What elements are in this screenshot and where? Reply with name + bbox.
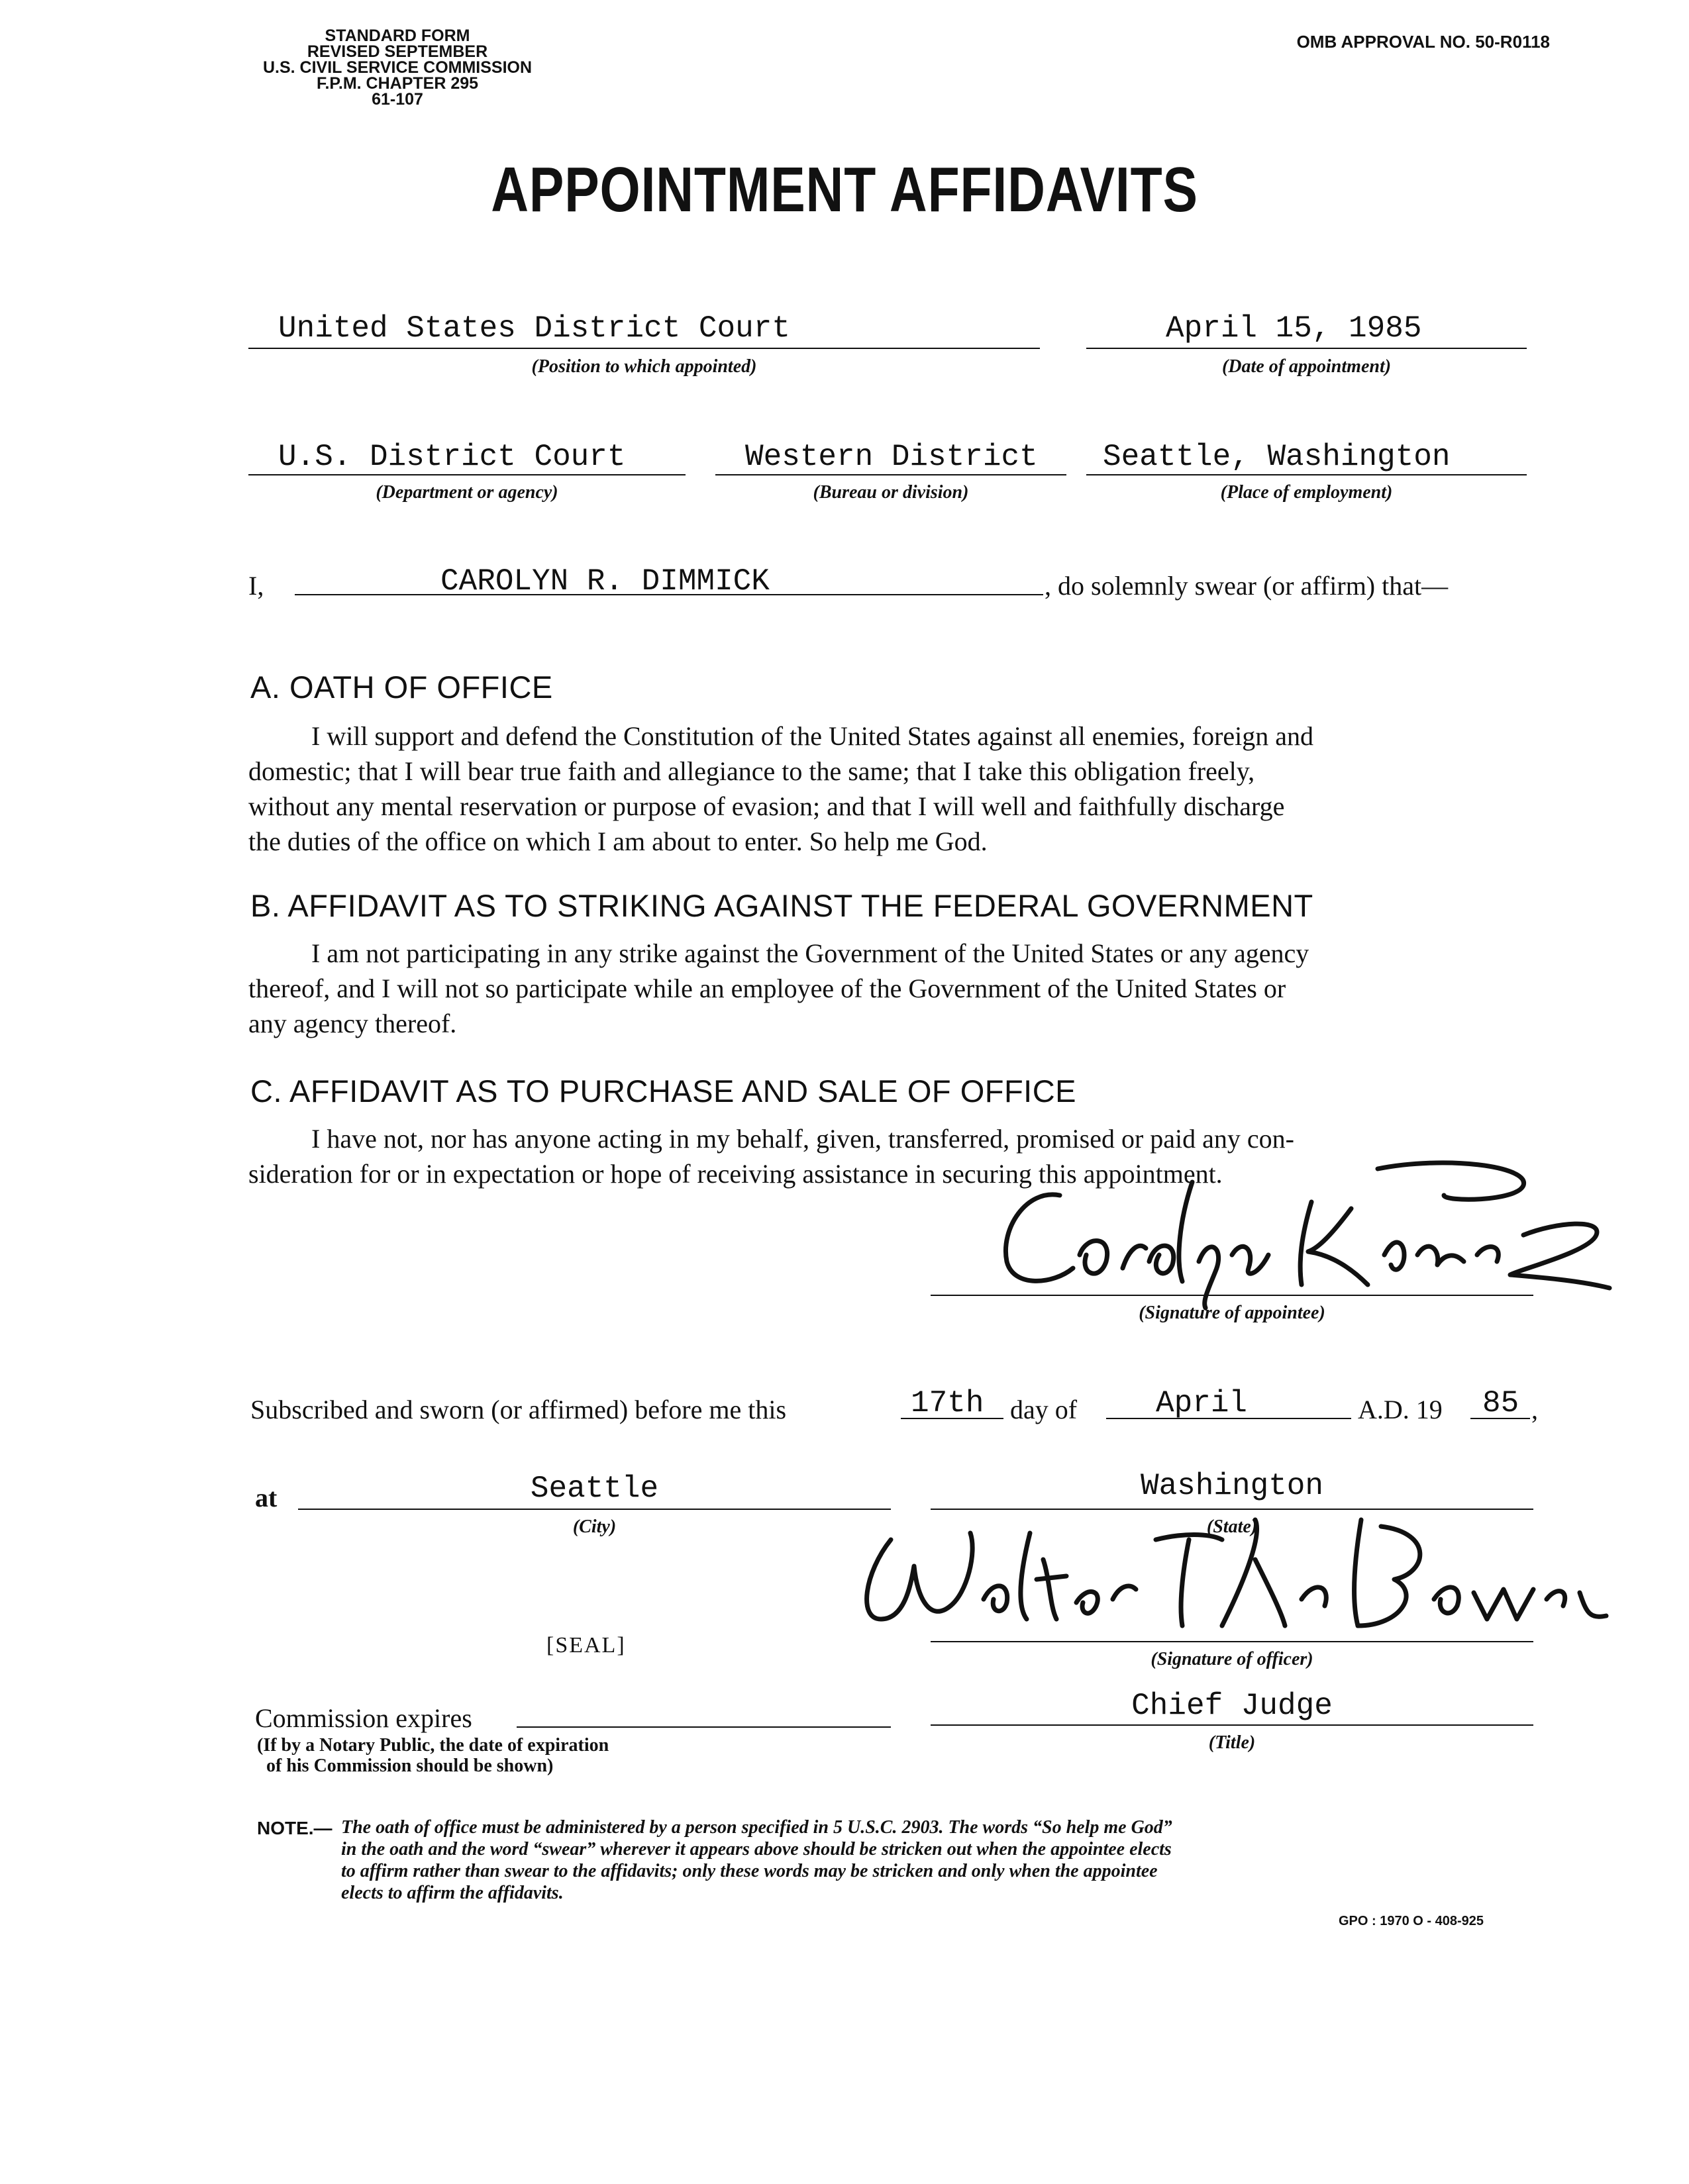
form-line: REVISED SEPTEMBER bbox=[307, 42, 488, 61]
seal-label: [SEAL] bbox=[546, 1633, 626, 1658]
officer-signature-caption: (Signature of officer) bbox=[1151, 1649, 1313, 1669]
position-caption: (Position to which appointed) bbox=[531, 356, 757, 377]
section-a-text bbox=[248, 719, 1313, 859]
year-line bbox=[1470, 1418, 1530, 1419]
appointee-signature-line bbox=[931, 1295, 1533, 1296]
appointee-signature-image bbox=[980, 1156, 1616, 1315]
year-comma: , bbox=[1531, 1395, 1538, 1424]
subscribed-prefix: Subscribed and sworn (or affirmed) before me this bbox=[250, 1395, 787, 1424]
commission-note-line: (If by a Notary Public, the date of expiration bbox=[257, 1735, 609, 1756]
appointee-signature-caption: (Signature of appointee) bbox=[1139, 1303, 1325, 1323]
form-line: 61-107 bbox=[372, 90, 423, 109]
bureau-value[interactable]: Western District bbox=[745, 440, 1038, 474]
omb-approval: OMB APPROVAL NO. 50-R0118 bbox=[1296, 32, 1550, 52]
text-line: domestic; that I will bear true faith and allegiance to the same; that I take this obligation freely, bbox=[248, 756, 1255, 786]
state-value[interactable]: Washington bbox=[1140, 1469, 1324, 1503]
city-line bbox=[298, 1509, 891, 1510]
day-value[interactable]: 17th bbox=[911, 1386, 984, 1420]
department-caption: (Department or agency) bbox=[376, 482, 558, 503]
place-value[interactable]: Seattle, Washington bbox=[1103, 440, 1451, 474]
department-line bbox=[248, 474, 686, 475]
form-identifier bbox=[199, 28, 596, 107]
officer-signature-image bbox=[851, 1493, 1613, 1646]
year-value[interactable]: 85 bbox=[1482, 1386, 1519, 1420]
place-line bbox=[1086, 474, 1527, 475]
section-b-text bbox=[248, 936, 1309, 1041]
commission-line[interactable] bbox=[517, 1726, 891, 1728]
date-caption: (Date of appointment) bbox=[1221, 356, 1392, 377]
date-value[interactable]: April 15, 1985 bbox=[1166, 311, 1422, 346]
title-value[interactable]: Chief Judge bbox=[1131, 1689, 1333, 1723]
form-line: U.S. CIVIL SERVICE COMMISSION bbox=[262, 58, 533, 77]
title-caption: (Title) bbox=[1208, 1732, 1256, 1753]
text-line: I am not participating in any strike against the Government of the United States or any agency bbox=[311, 938, 1309, 968]
note-line: The oath of office must be administered by a person specified in 5 U.S.C. 2903. The words “So help me God” bbox=[341, 1817, 1172, 1838]
form-line: STANDARD FORM bbox=[325, 26, 470, 45]
city-caption: (City) bbox=[572, 1516, 617, 1537]
position-value[interactable]: United States District Court bbox=[278, 311, 790, 346]
bureau-caption: (Bureau or division) bbox=[813, 482, 969, 503]
commission-note-line: of his Commission should be shown) bbox=[266, 1756, 554, 1776]
section-a-heading: A. OATH OF OFFICE bbox=[250, 670, 553, 705]
text-line: the duties of the office on which I am about to enter. So help me God. bbox=[248, 826, 988, 856]
position-line bbox=[248, 348, 1040, 349]
day-line bbox=[901, 1418, 1003, 1419]
officer-signature-line bbox=[931, 1641, 1533, 1642]
month-value[interactable]: April bbox=[1156, 1386, 1248, 1420]
form-line: F.P.M. CHAPTER 295 bbox=[316, 74, 479, 93]
commission-label: Commission expires bbox=[255, 1703, 472, 1733]
note-line: elects to affirm the affidavits. bbox=[341, 1883, 564, 1903]
name-line bbox=[295, 594, 1043, 595]
text-line: any agency thereof. bbox=[248, 1009, 457, 1038]
note-label: NOTE.— bbox=[257, 1818, 333, 1838]
state-caption: (State) bbox=[1206, 1516, 1258, 1537]
gpo-code: GPO : 1970 O - 408-925 bbox=[1338, 1914, 1484, 1928]
note-line: in the oath and the word “swear” wherever it appears above should be stricken out when the appointee elects bbox=[341, 1839, 1172, 1860]
text-line: thereof, and I will not so participate while an employee of the Government of the United States or bbox=[248, 973, 1286, 1003]
text-line: without any mental reservation or purpose of evasion; and that I will well and faithfully discharge bbox=[248, 791, 1285, 821]
title-line bbox=[931, 1724, 1533, 1726]
date-line bbox=[1086, 348, 1527, 349]
swear-prefix: I, bbox=[248, 571, 264, 601]
place-caption: (Place of employment) bbox=[1220, 482, 1393, 503]
bureau-line bbox=[715, 474, 1066, 475]
month-line bbox=[1106, 1418, 1351, 1419]
section-c-heading: C. AFFIDAVIT AS TO PURCHASE AND SALE OF OFFICE bbox=[250, 1073, 1077, 1109]
text-line: sideration for or in expectation or hope of receiving assistance in securing this appointment. bbox=[248, 1159, 1223, 1189]
city-value[interactable]: Seattle bbox=[530, 1471, 659, 1506]
at-label: at bbox=[255, 1483, 278, 1513]
swear-suffix: , do solemnly swear (or affirm) that— bbox=[1045, 571, 1449, 601]
note-text bbox=[341, 1816, 1172, 1904]
text-line: I have not, nor has anyone acting in my behalf, given, transferred, promised or paid any con- bbox=[311, 1124, 1294, 1154]
ad-label: A.D. 19 bbox=[1358, 1395, 1443, 1424]
day-of: day of bbox=[1010, 1395, 1078, 1424]
commission-note bbox=[257, 1735, 609, 1776]
text-line: I will support and defend the Constitution of the United States against all enemies, foreign and bbox=[311, 721, 1314, 751]
note-line: to affirm rather than swear to the affidavits; only these words may be stricken and only when the appointee bbox=[341, 1861, 1158, 1881]
page-title: APPOINTMENT AFFIDAVITS bbox=[491, 154, 1198, 225]
section-b-heading: B. AFFIDAVIT AS TO STRIKING AGAINST THE FEDERAL GOVERNMENT bbox=[250, 888, 1313, 923]
appointee-name[interactable]: CAROLYN R. DIMMICK bbox=[440, 564, 770, 599]
department-value[interactable]: U.S. District Court bbox=[278, 440, 626, 474]
